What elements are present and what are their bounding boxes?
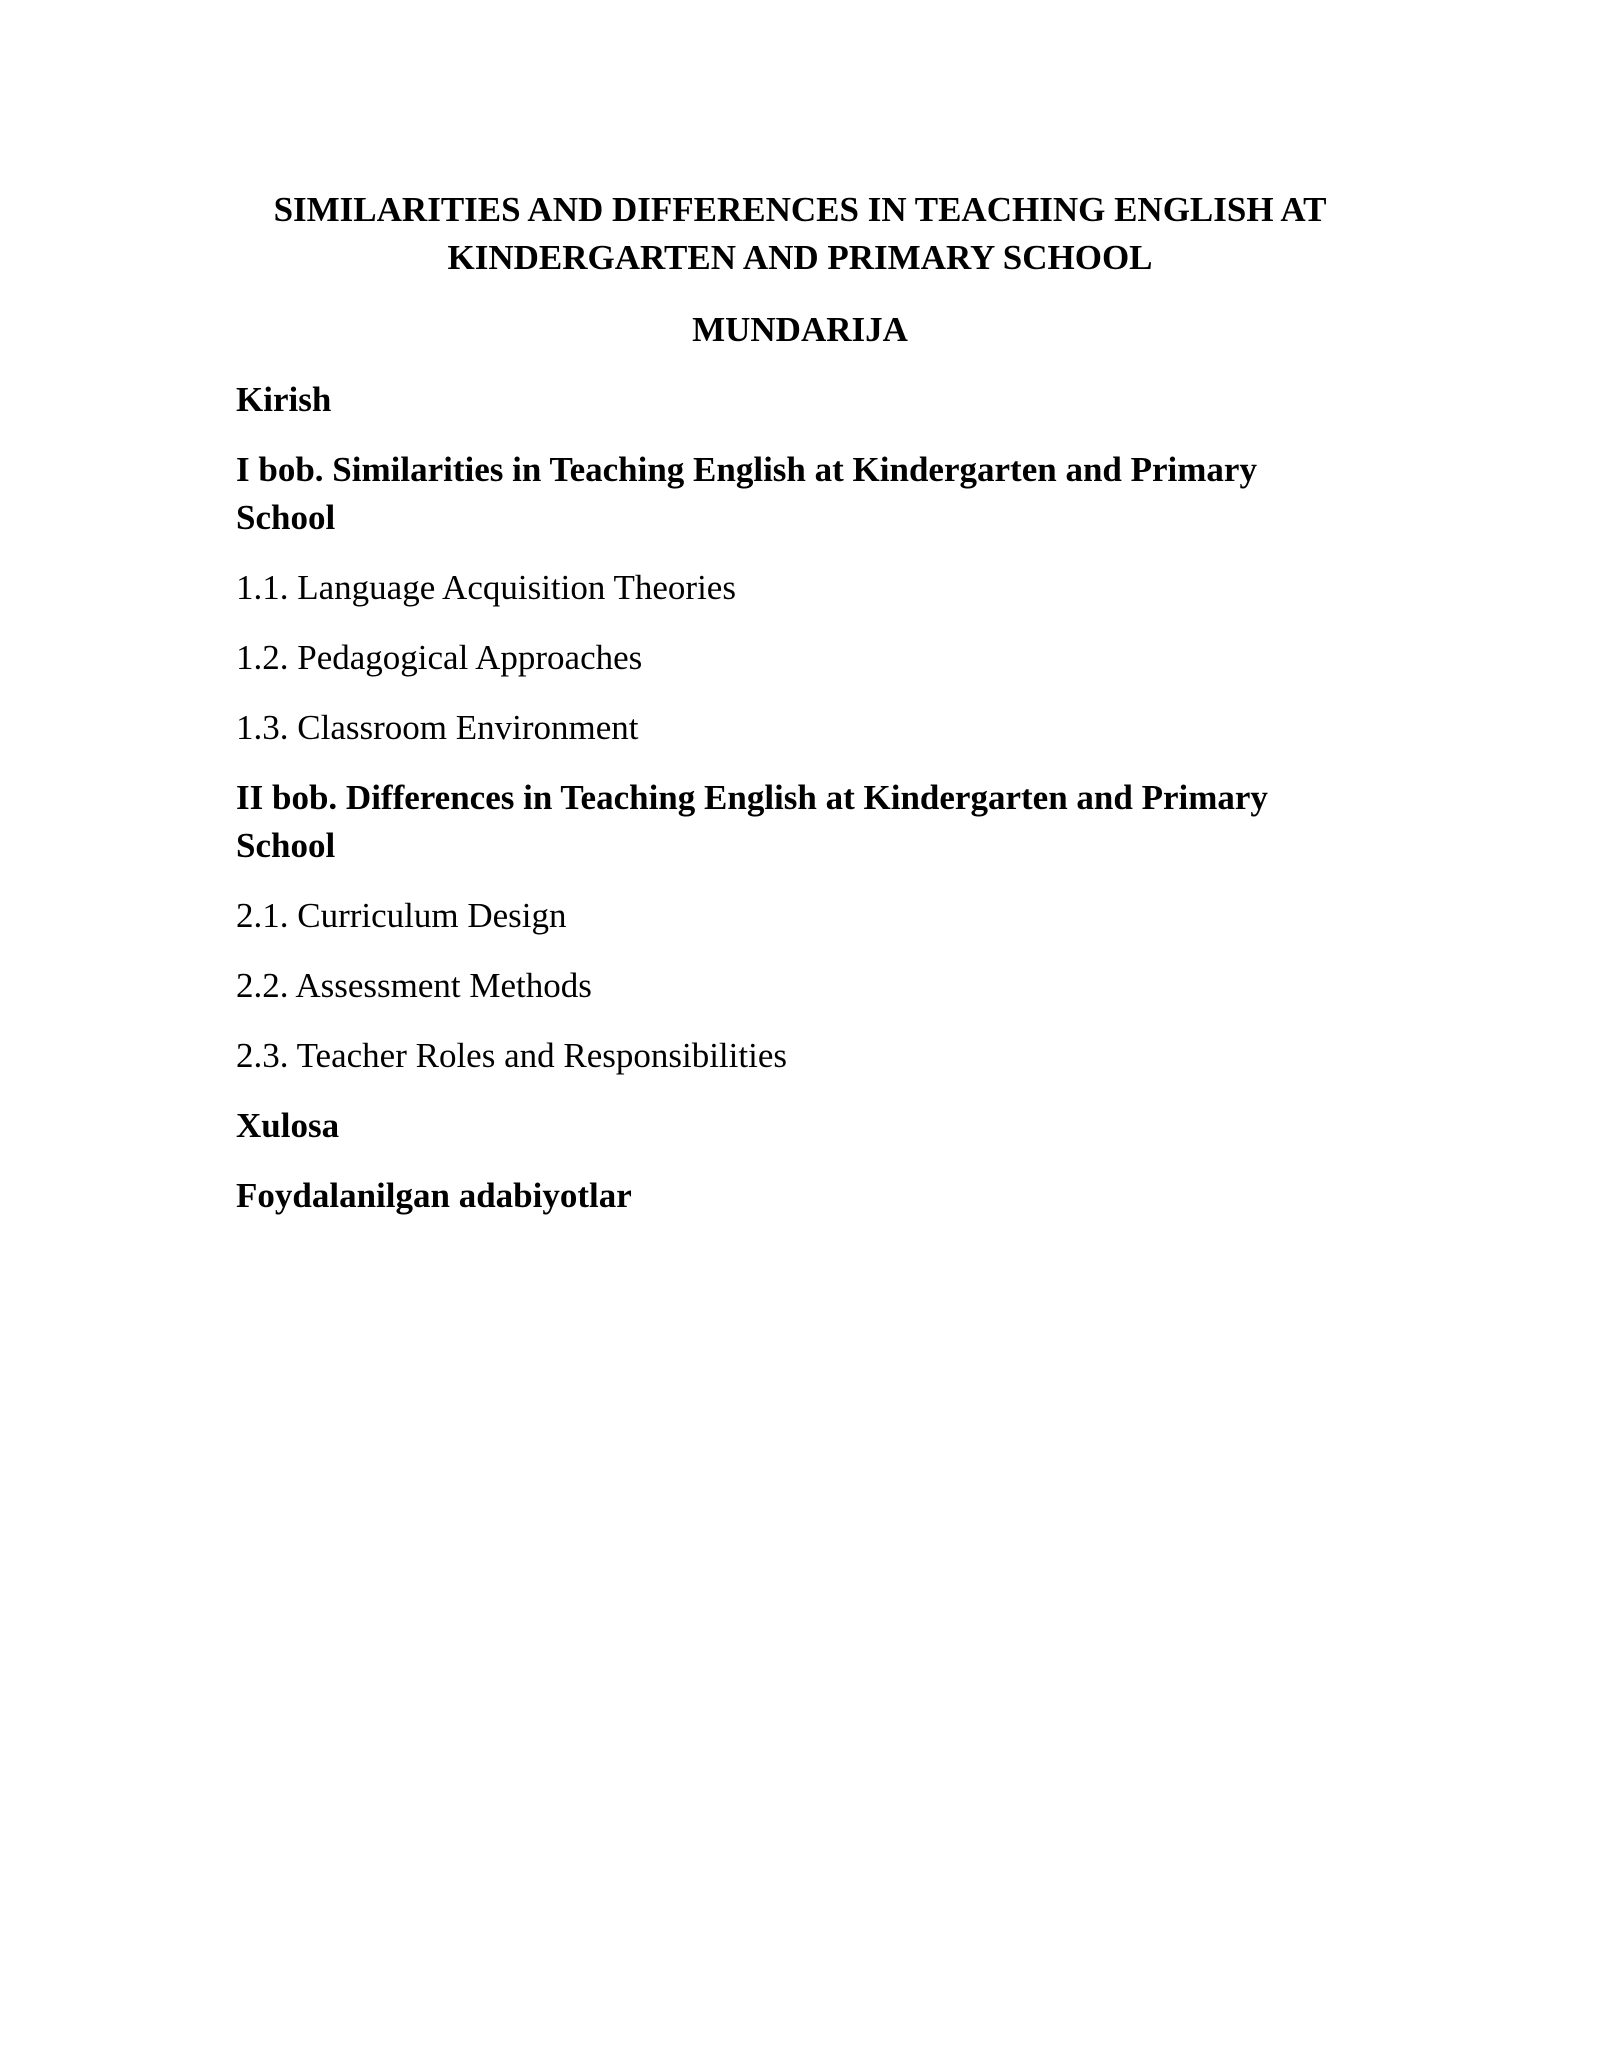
- toc-entry-conclusion: Xulosa: [236, 1106, 340, 1145]
- toc-entry-section-2-2: 2.2. Assessment Methods: [236, 966, 592, 1005]
- toc-entry-references: Foydalanilgan adabiyotlar: [236, 1176, 632, 1215]
- toc-entry-intro: Kirish: [236, 380, 332, 419]
- toc-entry-section-1-3: 1.3. Classroom Environment: [236, 708, 639, 747]
- page-content: [236, 186, 1364, 1220]
- document-title: SIMILARITIES AND DIFFERENCES IN TEACHING ENGLISH AT KINDERGARTEN AND PRIMARY SCHOOL: [273, 190, 1327, 277]
- toc-entry-chapter-1: I bob. Similarities in Teaching English at Kindergarten and Primary School: [236, 450, 1257, 537]
- toc-entry-chapter-2: II bob. Differences in Teaching English at Kindergarten and Primary School: [236, 778, 1268, 865]
- table-of-contents: [236, 376, 1364, 1220]
- toc-heading: MUNDARIJA: [692, 310, 908, 349]
- toc-entry-section-1-2: 1.2. Pedagogical Approaches: [236, 638, 643, 677]
- toc-entry-section-2-1: 2.1. Curriculum Design: [236, 896, 567, 935]
- toc-entry-section-2-3: 2.3. Teacher Roles and Responsibilities: [236, 1036, 787, 1075]
- toc-entry-section-1-1: 1.1. Language Acquisition Theories: [236, 568, 736, 607]
